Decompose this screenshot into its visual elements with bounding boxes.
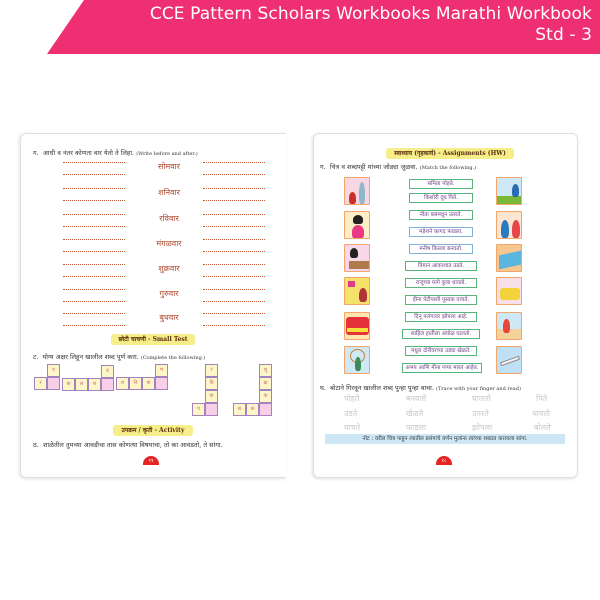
left-workbook-page (20, 133, 286, 478)
trace-word: पोहते (344, 394, 360, 403)
puzzle-letter: क (62, 378, 75, 391)
question-complete-words (33, 352, 205, 361)
day-row (63, 184, 273, 210)
picture-girl-drinking-milk[interactable] (344, 211, 370, 239)
puzzle-letter: ड (101, 365, 114, 378)
match-sentence[interactable]: समिता पोहते. (409, 179, 473, 189)
banner-title (150, 4, 592, 46)
puzzle-blank-cell[interactable] (101, 378, 114, 391)
puzzle-letter: वा (205, 390, 218, 403)
question-english: (Match the following.) (419, 165, 477, 171)
teacher-note: नोट : वरील चित्र पाहून त्यातील प्रसंगाचे वर्णन मुलांना त्यांच्या शब्दात करायला सांगा. (325, 434, 565, 444)
trace-word: उतरते (472, 409, 489, 418)
day-label: सोमवार (157, 162, 181, 171)
day-row (63, 309, 273, 335)
match-sentence[interactable]: दिनू पलंगावर झोपला आहे. (405, 312, 477, 322)
question-english: (Trace with your finger and read) (435, 386, 521, 392)
activity-label: उपक्रम / कृती - Activity (113, 425, 193, 436)
picture-airplane-flying[interactable] (496, 346, 522, 374)
day-label: रविवार (159, 214, 179, 223)
question-number: ग. (320, 163, 326, 171)
match-sentence[interactable]: किशोरी दूध पिते. (409, 193, 473, 203)
question-text: आधी व नंतर कोणता वार येतो ते लिहा. (42, 149, 135, 157)
puzzle-blank-cell[interactable] (205, 403, 218, 416)
puzzle-blank-cell[interactable] (47, 377, 60, 390)
picture-girl-reading-at-desk[interactable] (344, 244, 370, 272)
assignments-label: स्वाध्याय (गृहकार्य) - Assignments (HW) (386, 148, 514, 159)
question-text: योग्य अक्षर लिहून खालील शब्द पूर्ण करा. (42, 353, 139, 361)
puzzle-letter: वा (142, 377, 155, 390)
picture-children-talking[interactable] (496, 211, 522, 239)
trace-word: खेळते (406, 409, 424, 418)
day-label: गुरुवार (159, 289, 179, 298)
trace-word: बनवतो (406, 394, 427, 403)
day-row (63, 260, 273, 286)
page-number-badge: ११ (143, 456, 159, 465)
day-label: बुधवार (159, 313, 179, 322)
puzzle-letter: स (233, 403, 246, 416)
banner-title-line2: Std - 3 (535, 25, 592, 45)
question-text: बोटाने गिरवून खालील शब्द पुन्हा पुन्हा वाचा. (330, 384, 434, 392)
small-test-label: छोटी चाचणी - Small Test (111, 334, 195, 345)
match-sentence[interactable]: मनीष किल्ला बनवतो. (409, 244, 473, 254)
puzzle-letter: श (116, 377, 129, 390)
question-english: (Complete the following.) (140, 355, 206, 361)
day-label: शुक्रवार (158, 264, 180, 273)
trace-word: उडते (344, 409, 358, 418)
match-sentence[interactable]: मधुरा दोरीवरच्या उड्या खेळते. (405, 346, 477, 356)
puzzle-letter: र (205, 364, 218, 377)
day-row (63, 210, 273, 236)
puzzle-letter: क्र (259, 377, 272, 390)
picture-bus-with-girl[interactable] (344, 312, 370, 340)
question-write-before-after (33, 148, 198, 157)
question-number: घ. (320, 384, 326, 392)
puzzle-letter: वा (259, 390, 272, 403)
trace-word: वाचते (344, 423, 361, 432)
puzzle-letter: प (192, 403, 205, 416)
day-label: शनिवार (158, 188, 180, 197)
day-label: मंगळवार (156, 239, 182, 248)
trace-word: पिते (536, 394, 548, 403)
trace-word: धावतो (532, 409, 551, 418)
question-english: (Write before and after.) (136, 151, 198, 157)
trace-word: फाडला (406, 423, 427, 432)
puzzle-letter: क (246, 403, 259, 416)
right-workbook-page (313, 133, 578, 478)
banner-title-line1: CCE Pattern Scholars Workbooks Marathi Workbook (149, 4, 592, 24)
puzzle-blank-cell[interactable] (155, 377, 168, 390)
match-sentence[interactable]: राजूच्या मागे कुत्रा धावतो. (405, 278, 477, 288)
day-row (63, 235, 273, 261)
puzzle-letter: ल (75, 378, 88, 391)
puzzle-blank-cell[interactable] (259, 403, 272, 416)
question-number: ठ. (33, 441, 39, 449)
puzzle-letter: श (88, 378, 101, 391)
picture-boy-washing-dog[interactable] (344, 277, 370, 305)
day-row (63, 285, 273, 311)
puzzle-letter: नि (129, 377, 142, 390)
page-number-badge: १८ (436, 456, 452, 465)
match-sentence[interactable]: अभय आणि मीना गप्पा मारत आहेत. (402, 363, 482, 373)
match-sentence[interactable]: साहिल हातीला अंघोळ घालतो. (402, 329, 480, 339)
day-row (63, 158, 273, 184)
picture-boy-building-sandcastle[interactable] (496, 312, 522, 340)
picture-girl-skipping-rope[interactable] (344, 346, 370, 374)
question-text: चित्र व शब्दपट्टी यांच्या जोड्या जुळवा. (329, 163, 418, 171)
question-text: शाळेतील तुमच्या आवडीचा तास कोणत्या विषयाचा, तो का आवडतो, ते सांगा. (42, 441, 223, 449)
picture-girl-helping-woman[interactable] (344, 177, 370, 205)
puzzle-letter: द (47, 364, 60, 377)
picture-boy-sleeping-on-bed[interactable] (496, 277, 522, 305)
question-number: ट. (33, 353, 39, 361)
puzzle-letter: वि (205, 377, 218, 390)
puzzle-letter: र (34, 377, 47, 390)
question-favourite-subject (33, 440, 223, 449)
question-trace-words (320, 383, 521, 392)
match-sentence[interactable]: हीना पेटीपाशी पुस्तक वाचते. (405, 295, 477, 305)
match-sentence[interactable]: महेशने कागद फाडला. (409, 227, 473, 237)
picture-boy-swimming[interactable] (496, 244, 522, 272)
puzzle-letter: शु (259, 364, 272, 377)
match-sentence[interactable]: विमान आकाशात उडते. (405, 261, 477, 271)
trace-word: घालतो (472, 394, 491, 403)
trace-word: बोलते (534, 423, 551, 432)
question-number: ग. (33, 149, 39, 157)
match-sentence[interactable]: नीता बसमधून उतरते. (409, 210, 473, 220)
puzzle-letter: भ (155, 364, 168, 377)
picture-boy-running-with-dog[interactable] (496, 177, 522, 205)
trace-word: झोपला (472, 423, 493, 432)
question-match-following (320, 162, 476, 171)
